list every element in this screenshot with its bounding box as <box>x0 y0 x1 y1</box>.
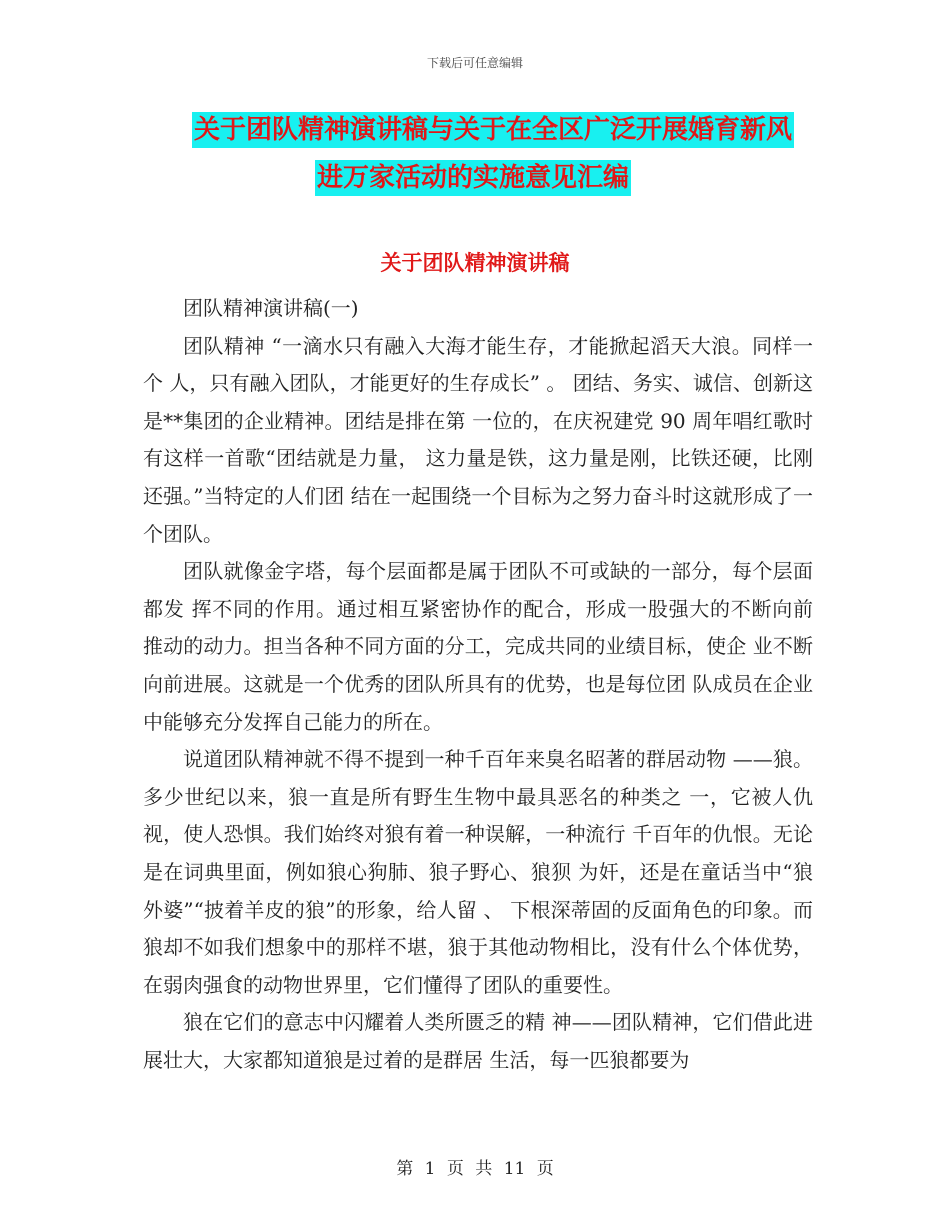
title-line-1-text: 关于团队精神演讲稿与关于在全区广泛开展婚育新风 <box>192 112 794 148</box>
paragraph: 团队精神 “一滴水只有融入大海才能生存，才能掀起滔天大浪。同样一个 人，只有融入团队，才能更好的生存成长” 。 团结、务实、诚信、创新这是**集团的企业精神。团结是排在第 一位的，在庆祝建党 90 周年唱红歌时有这样一首歌“团结就是力量， 这力量是铁，这力量是刚，比铁还硬，比刚还强。”当特定的人们团 结在一起围绕一个目标为之努力奋斗时这就形成了一个团队。 <box>143 333 813 546</box>
paragraph: 说道团队精神就不得不提到一种千百年来臭名昭著的群居动物 ——狼。多少世纪以来，狼一直是所有野生生物中最具恶名的种类之 一，它被人仇视，使人恐惧。我们始终对狼有着一种误解，一种流行 千百年的仇恨。无论是在词典里面，例如狼心狗肺、狼子野心、狼狈 为奸，还是在童话当中“狼外婆”“披着羊皮的狼”的形象，给人留 、 下根深蒂固的反面角色的印象。而狼却不如我们想象中的那样不堪，狼于其他动物相比，没有什么个体优势，在弱肉强食的动物世界里，它们懂得了团队的重要性。 <box>143 747 813 997</box>
page-number: 第 1 页 共 11 页 <box>396 1159 554 1179</box>
title-line-1 <box>150 106 850 154</box>
header-note: 下载后可任意编辑 <box>426 56 523 70</box>
body-text <box>143 290 813 1079</box>
paragraph: 狼在它们的意志中闪耀着人类所匮乏的精 神——团队精神，它们借此进展壮大，大家都知道狼是过着的是群居 生活，每一匹狼都要为 <box>143 1010 813 1072</box>
paragraph-heading: 团队精神演讲稿(一) <box>183 296 359 320</box>
paragraph: 团队就像金字塔，每个层面都是属于团队不可或缺的一部分，每个层面都发 挥不同的作用。通过相互紧密协作的配合，形成一股强大的不断向前 推动的动力。担当各种不同方面的分工，完成共同的业绩目标，使企 业不断向前进展。这就是一个优秀的团队所具有的优势，也是每位团 队成员在企业中能够充分发挥自己能力的所在。 <box>143 559 813 734</box>
title-line-2-text: 进万家活动的实施意见汇编 <box>315 160 631 196</box>
title-line-2 <box>150 154 850 202</box>
section-title: 关于团队精神演讲稿 <box>380 251 570 275</box>
document-title <box>150 106 850 202</box>
